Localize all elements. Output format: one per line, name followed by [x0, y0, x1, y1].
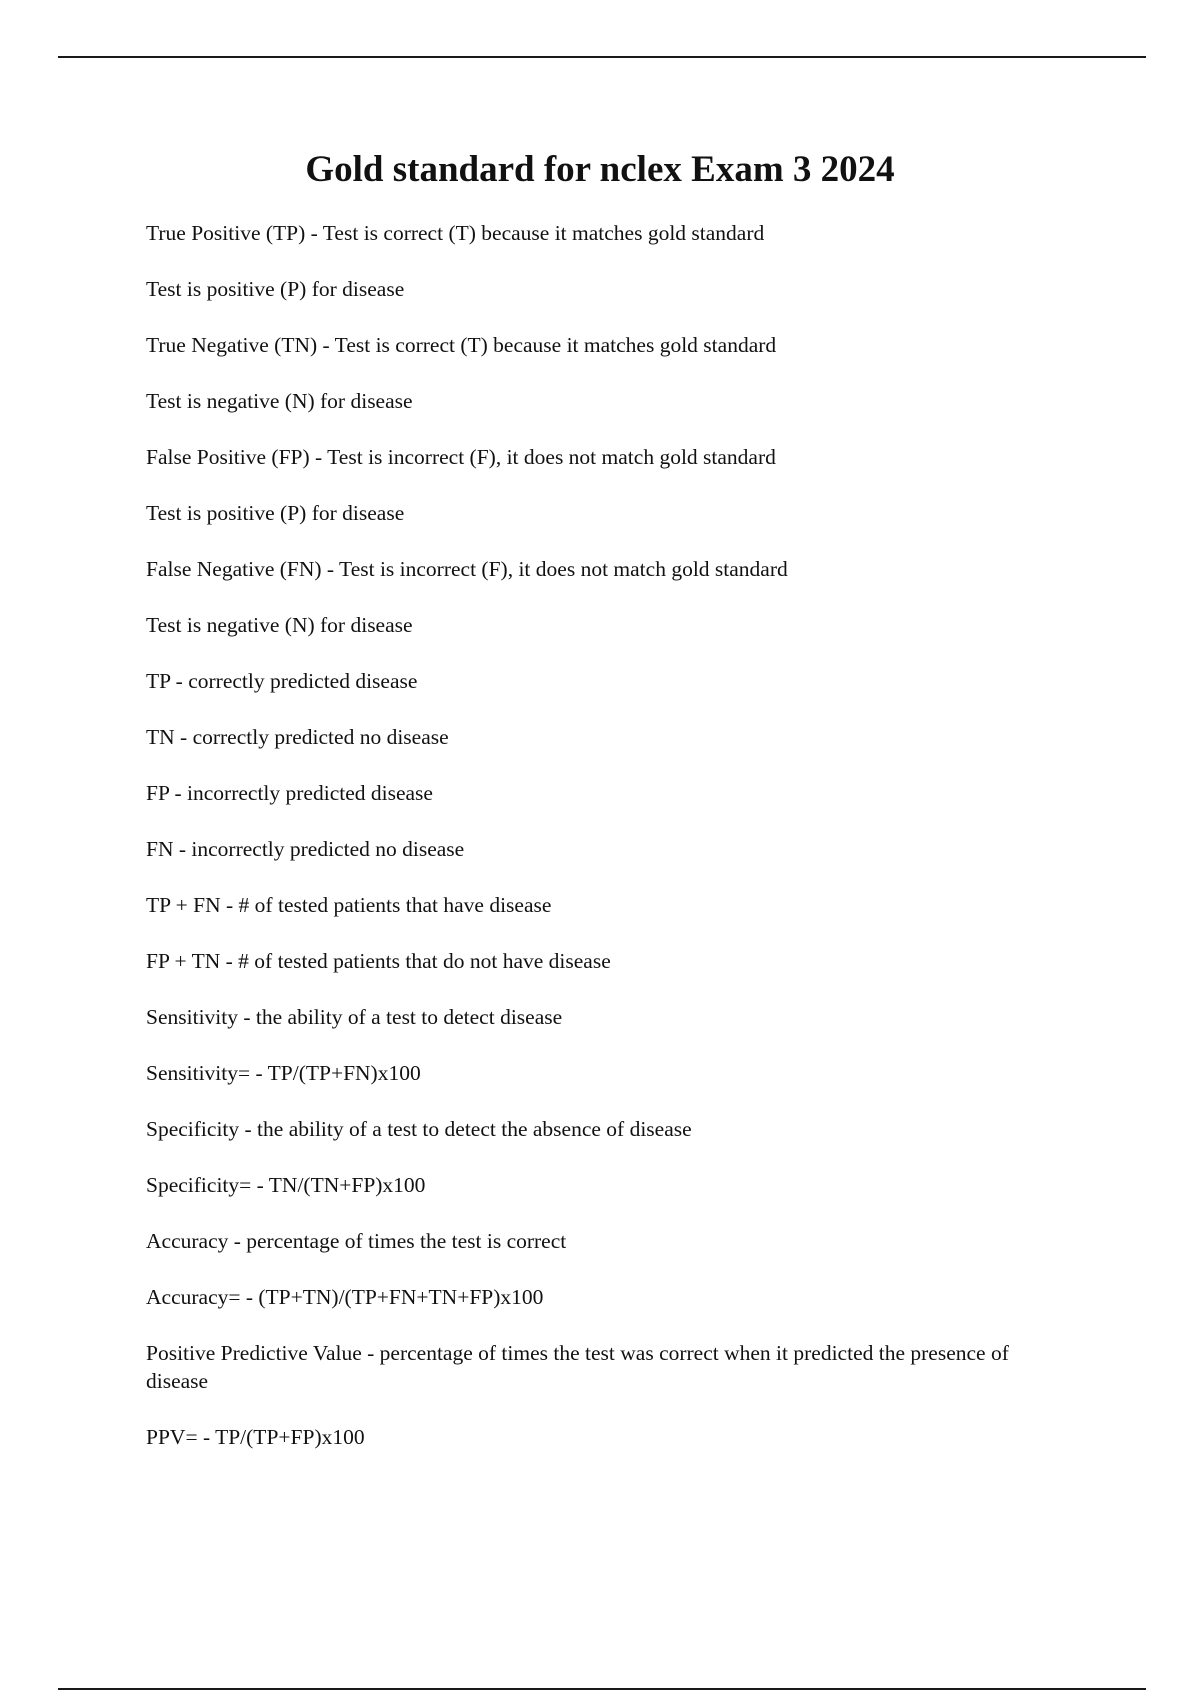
list-item: TN - correctly predicted no disease: [146, 725, 449, 749]
list-item: False Negative (FN) - Test is incorrect (F), it does not match gold standard: [146, 557, 788, 581]
list-item: FN - incorrectly predicted no disease: [146, 837, 465, 861]
page-title: Gold standard for nclex Exam 3 2024: [305, 149, 895, 190]
list-item: Specificity= - TN/(TN+FP)x100: [146, 1173, 426, 1197]
list-item: True Positive (TP) - Test is correct (T) because it matches gold standard: [146, 221, 765, 245]
list-item: FP + TN - # of tested patients that do not have disease: [146, 949, 611, 973]
list-item: False Positive (FP) - Test is incorrect (F), it does not match gold standard: [146, 445, 776, 469]
list-item: FP - incorrectly predicted disease: [146, 781, 433, 805]
list-item: Sensitivity= - TP/(TP+FN)x100: [146, 1061, 421, 1085]
list-item: True Negative (TN) - Test is correct (T) because it matches gold standard: [146, 333, 777, 357]
list-item: Accuracy= - (TP+TN)/(TP+FN+TN+FP)x100: [146, 1285, 544, 1309]
list-item: Specificity - the ability of a test to detect the absence of disease: [146, 1117, 692, 1141]
list-item: TP + FN - # of tested patients that have disease: [146, 893, 552, 917]
content-list: [146, 219, 1046, 1479]
list-item: Test is negative (N) for disease: [146, 389, 413, 413]
list-item: TP - correctly predicted disease: [146, 669, 418, 693]
list-item: Test is positive (P) for disease: [146, 277, 405, 301]
list-item: Test is negative (N) for disease: [146, 613, 413, 637]
bottom-rule: [58, 1688, 1146, 1690]
list-item: Sensitivity - the ability of a test to detect disease: [146, 1005, 563, 1029]
top-rule: [58, 56, 1146, 58]
list-item: Accuracy - percentage of times the test is correct: [146, 1229, 567, 1253]
list-item: PPV= - TP/(TP+FP)x100: [146, 1425, 365, 1449]
list-item: Test is positive (P) for disease: [146, 501, 405, 525]
list-item: Positive Predictive Value - percentage of times the test was correct when it predicted the presence of disease: [146, 1341, 1009, 1393]
